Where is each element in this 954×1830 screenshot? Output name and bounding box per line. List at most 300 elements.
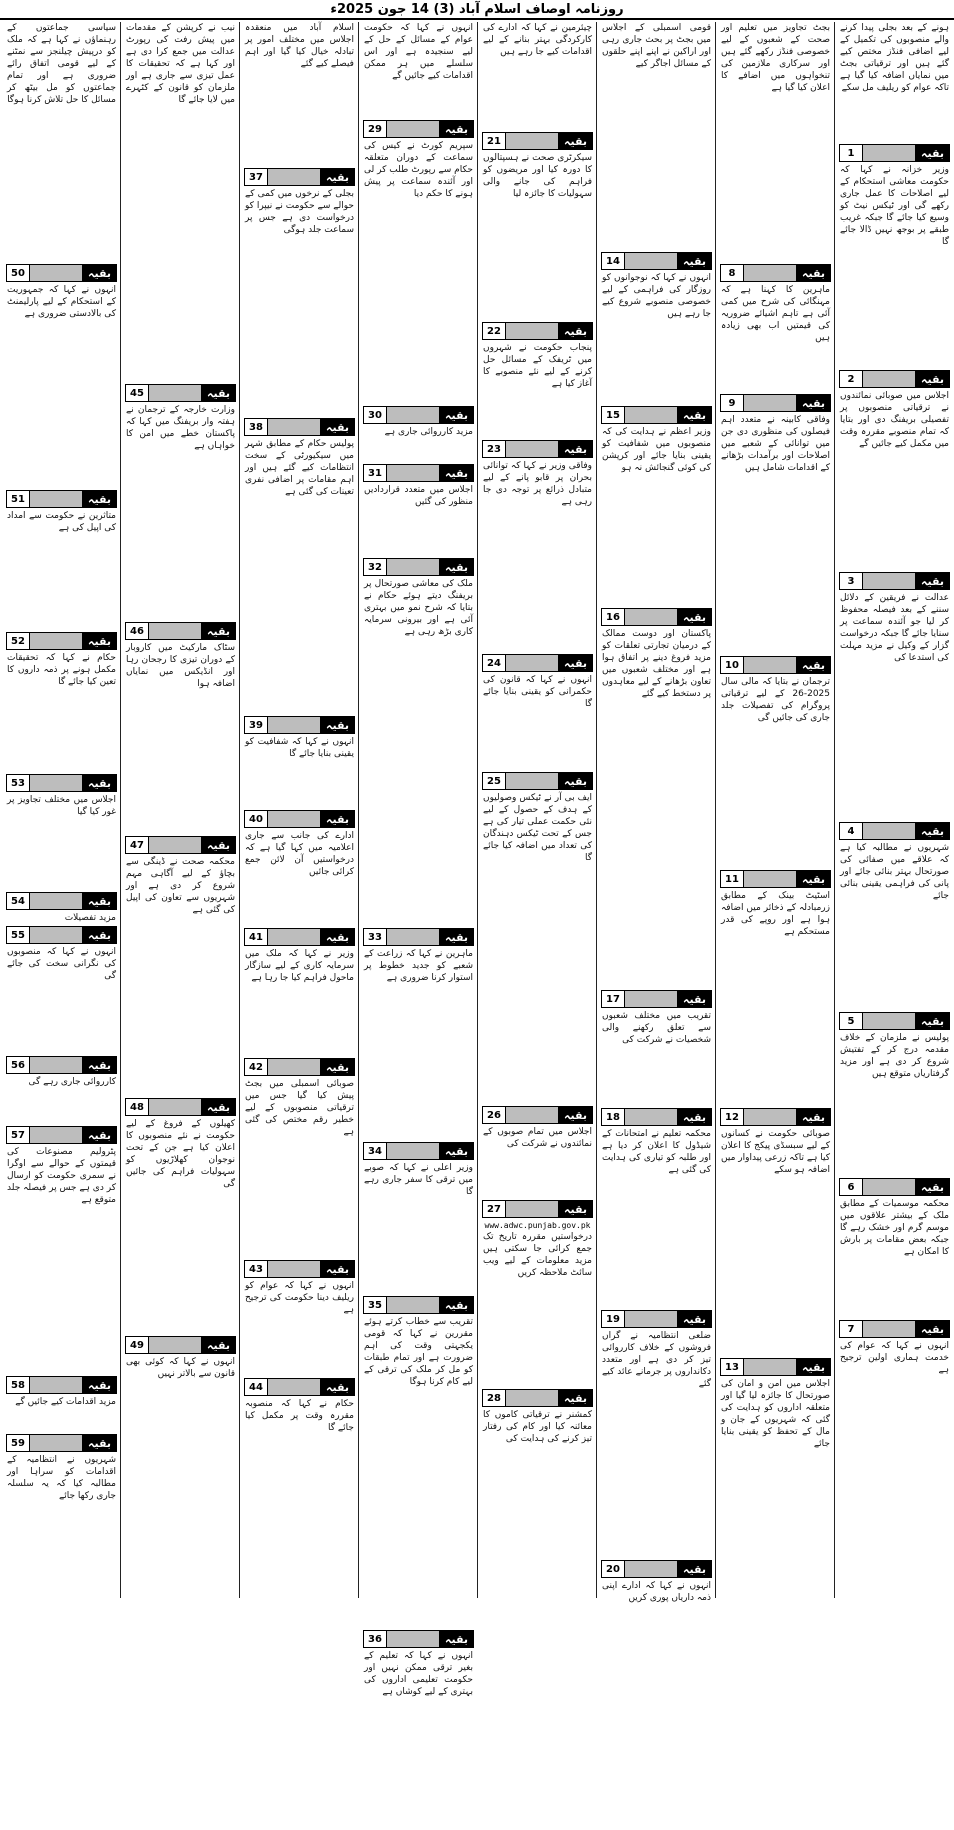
kicker-number: 42	[245, 1059, 267, 1075]
kicker-label: بقیہ	[83, 1057, 116, 1073]
kicker-shade-bar	[148, 623, 202, 639]
continuation-kicker	[601, 990, 712, 1008]
kicker-shade-bar	[148, 1099, 202, 1115]
kicker-label: بقیہ	[916, 1179, 949, 1195]
article-text: صوبائی حکومت نے کسانوں کے لیے سبسڈی پیکج کا اعلان کیا ہے تاکہ زرعی پیداوار میں اضافہ ہو سکے	[721, 1129, 830, 1175]
kicker-shade-bar	[862, 1179, 916, 1195]
article-text: سٹاک مارکیٹ میں کاروبار کے دوران تیزی کا رجحان رہا اور انڈیکس میں نمایاں اضافہ ہوا	[126, 643, 235, 689]
kicker-label: بقیہ	[321, 929, 354, 945]
article-text: سپریم کورٹ نے کیس کی سماعت کے دوران متعلقہ حکام سے رپورٹ طلب کر لی اور آئندہ سماعت پر پیش ہونے کا حکم دیا	[364, 141, 473, 199]
kicker-shade-bar	[505, 1201, 559, 1217]
kicker-number: 53	[7, 775, 29, 791]
article-text: کارروائی جاری رہے گی	[28, 1077, 116, 1087]
kicker-label: بقیہ	[440, 1631, 473, 1647]
continuation-kicker	[6, 926, 117, 944]
kicker-label: بقیہ	[559, 323, 592, 339]
article-text: وزیر اعلی نے کہا کہ صوبے میں ترقی کا سفر جاری رہے گا	[364, 1163, 473, 1197]
article-text: شہریوں نے مطالبہ کیا ہے کہ علاقے میں صفائی کی صورتحال بہتر بنائی جائے اور پانی کی فراہمی یقینی بنائی جائے	[840, 843, 949, 901]
kicker-shade-bar	[148, 385, 202, 401]
kicker-shade-bar	[743, 395, 797, 411]
kicker-number: 5	[840, 1013, 862, 1029]
continuation-kicker	[363, 1296, 474, 1314]
kicker-shade-bar	[29, 491, 83, 507]
kicker-label: بقیہ	[678, 1311, 711, 1327]
kicker-shade-bar	[267, 169, 321, 185]
kicker-number: 21	[483, 133, 505, 149]
kicker-label: بقیہ	[321, 717, 354, 733]
kicker-number: 11	[721, 871, 743, 887]
news-column	[123, 22, 238, 1598]
kicker-label: بقیہ	[321, 169, 354, 185]
kicker-label: بقیہ	[83, 633, 116, 649]
continuation-kicker	[244, 1378, 355, 1396]
continuation-kicker	[601, 252, 712, 270]
kicker-number: 25	[483, 773, 505, 789]
column-rule	[239, 22, 240, 1598]
article-text: نیب نے کرپشن کے مقدمات میں پیش رفت کی رپورٹ عدالت میں جمع کرا دی ہے اور کہا ہے کہ تحقیقات کا عمل تیزی سے جاری ہے اور ملزمان کو قانون کے کٹہرے میں لایا جائے گا	[126, 23, 235, 105]
kicker-label: بقیہ	[916, 145, 949, 161]
kicker-label: بقیہ	[83, 1435, 116, 1451]
continuation-kicker	[6, 1434, 117, 1452]
continuation-kicker	[482, 654, 593, 672]
kicker-shade-bar	[386, 121, 440, 137]
continuation-kicker	[6, 1056, 117, 1074]
article-text: انہوں نے کہا کہ قانون کی حکمرانی کو یقینی بنایا جائے گا	[483, 675, 592, 709]
kicker-shade-bar	[29, 1435, 83, 1451]
article-text: اجلاس میں مختلف تجاویز پر غور کیا گیا	[7, 795, 116, 817]
news-column	[361, 22, 476, 1697]
kicker-number: 36	[364, 1631, 386, 1647]
kicker-shade-bar	[624, 407, 678, 423]
continuation-kicker	[244, 1260, 355, 1278]
kicker-shade-bar	[505, 1107, 559, 1123]
article-text: وزیر نے کہا کہ ملک میں سرمایہ کاری کے لیے سازگار ماحول فراہم کیا جا رہا ہے	[245, 949, 354, 983]
continuation-kicker	[601, 608, 712, 626]
kicker-number: 50	[7, 265, 29, 281]
kicker-number: 19	[602, 1311, 624, 1327]
continuation-kicker	[244, 418, 355, 436]
article-text: وفاقی کابینہ نے متعدد اہم فیصلوں کی منظوری دی جن میں توانائی کے شعبے میں اصلاحات اور برآمدات بڑھانے کے اقدامات شامل ہیں	[721, 415, 830, 473]
article-text: وزیر خزانہ نے کہا کہ حکومت معاشی استحکام کے لیے اصلاحات کا عمل جاری رکھے گی اور ٹیکس نیٹ کو وسیع کیا جائے گا جبکہ غریب طبقے پر بوجھ نہیں ڈالا جائے گا	[840, 165, 949, 247]
article-text: کھیلوں کے فروغ کے لیے حکومت نے نئے منصوبوں کا اعلان کیا ہے جن کے تحت نوجوان کھلاڑیوں کو سہولیات فراہم کی جائیں گی	[126, 1119, 235, 1189]
article-text: عدالت نے فریقین کے دلائل سننے کے بعد فیصلہ محفوظ کر لیا جو آئندہ سماعت پر سنایا جائے گا جبکہ درخواست گزار کے وکیل نے مزید مہلت کی استدعا کی	[840, 593, 949, 663]
kicker-number: 29	[364, 121, 386, 137]
continuation-kicker	[482, 1200, 593, 1218]
kicker-label: بقیہ	[916, 573, 949, 589]
continuation-kicker	[482, 132, 593, 150]
kicker-label: بقیہ	[202, 1337, 235, 1353]
kicker-number: 16	[602, 609, 624, 625]
kicker-number: 2	[840, 371, 862, 387]
kicker-shade-bar	[29, 1057, 83, 1073]
kicker-shade-bar	[386, 559, 440, 575]
kicker-label: بقیہ	[440, 929, 473, 945]
kicker-shade-bar	[862, 1321, 916, 1337]
kicker-shade-bar	[743, 657, 797, 673]
article-text: چیئرمین نے کہا کہ ادارے کی کارکردگی بہتر بنانے کے لیے اقدامات کیے جا رہے ہیں	[483, 23, 592, 57]
article-text: محکمہ تعلیم نے امتحانات کے شیڈول کا اعلان کر دیا ہے اور طلبہ کو تیاری کی ہدایت کی گئی ہے	[602, 1129, 711, 1175]
kicker-label: بقیہ	[559, 133, 592, 149]
kicker-label: بقیہ	[559, 773, 592, 789]
kicker-number: 31	[364, 465, 386, 481]
kicker-label: بقیہ	[202, 837, 235, 853]
article-text: ملک کی معاشی صورتحال پر بریفنگ دیتے ہوئے حکام نے بتایا کہ شرح نمو میں بہتری آئی ہے اور بیرونی سرمایہ کاری بڑھ رہی ہے	[364, 579, 473, 637]
kicker-shade-bar	[862, 823, 916, 839]
kicker-shade-bar	[29, 927, 83, 943]
continuation-kicker	[6, 632, 117, 650]
continuation-kicker	[244, 928, 355, 946]
kicker-label: بقیہ	[559, 1107, 592, 1123]
article-text: مزید اقدامات کیے جائیں گے	[15, 1397, 116, 1407]
continuation-kicker	[363, 464, 474, 482]
continuation-kicker	[720, 1108, 831, 1126]
continuation-kicker	[839, 822, 950, 840]
article-text: وفاقی وزیر نے کہا کہ توانائی بحران پر قابو پانے کے لیے متبادل ذرائع پر توجہ دی جا رہی ہے	[483, 461, 592, 507]
article-text: پولیس حکام کے مطابق شہر میں سیکیورٹی کے سخت انتظامات کیے گئے ہیں اور اہم مقامات پر اضافی نفری تعینات کی گئی ہے	[245, 439, 354, 497]
kicker-number: 43	[245, 1261, 267, 1277]
continuation-kicker	[839, 1012, 950, 1030]
continuation-kicker	[125, 384, 236, 402]
article-text: انہوں نے کہا کہ عوام کی خدمت ہماری اولین ترجیح ہے	[840, 1341, 949, 1375]
kicker-label: بقیہ	[797, 265, 830, 281]
kicker-number: 57	[7, 1127, 29, 1143]
article-text: اسلام آباد میں منعقدہ اجلاس میں مختلف امور پر تبادلہ خیال کیا گیا اور اہم فیصلے کیے گئے	[245, 23, 354, 69]
kicker-number: 8	[721, 265, 743, 281]
kicker-label: بقیہ	[83, 491, 116, 507]
news-column	[599, 22, 714, 1603]
kicker-shade-bar	[505, 323, 559, 339]
article-text: ایف بی آر نے ٹیکس وصولیوں کے ہدف کے حصول کے لیے نئی حکمت عملی تیار کی ہے جس کے تحت ٹیکس دہندگان کی تعداد میں اضافہ کیا جائے گا	[483, 793, 592, 863]
kicker-shade-bar	[505, 773, 559, 789]
article-text: پٹرولیم مصنوعات کی قیمتوں کے حوالے سے اوگرا نے سمری حکومت کو ارسال کر دی ہے جس پر فیصلہ جلد متوقع ہے	[7, 1147, 116, 1205]
kicker-label: بقیہ	[202, 623, 235, 639]
kicker-number: 7	[840, 1321, 862, 1337]
kicker-label: بقیہ	[440, 1143, 473, 1159]
kicker-number: 27	[483, 1201, 505, 1217]
kicker-shade-bar	[505, 655, 559, 671]
kicker-number: 45	[126, 385, 148, 401]
continuation-kicker	[125, 622, 236, 640]
kicker-number: 32	[364, 559, 386, 575]
kicker-number: 23	[483, 441, 505, 457]
article-text: انہوں نے کہا کہ حکومت عوام کے مسائل کے حل کے لیے سنجیدہ ہے اور اس سلسلے میں ہر ممکن اقدامات کیے جائیں گے	[364, 23, 473, 81]
article-text: انہوں نے کہا کہ نوجوانوں کو روزگار کی فراہمی کے لیے خصوصی منصوبے شروع کیے جا رہے ہیں	[602, 273, 711, 319]
kicker-label: بقیہ	[321, 1059, 354, 1075]
kicker-shade-bar	[624, 991, 678, 1007]
kicker-label: بقیہ	[83, 927, 116, 943]
article-text: محکمہ صحت نے ڈینگی سے بچاؤ کے لیے آگاہی مہم شروع کر دی ہے اور شہریوں سے تعاون کی اپیل کی گئی ہے	[126, 857, 235, 915]
continuation-kicker	[6, 1376, 117, 1394]
column-rule	[358, 22, 359, 1598]
article-text: پولیس نے ملزمان کے خلاف مقدمہ درج کر کے تفتیش شروع کر دی ہے اور مزید گرفتاریاں متوقع ہیں	[840, 1033, 949, 1079]
continuation-kicker	[6, 264, 117, 282]
kicker-label: بقیہ	[559, 1201, 592, 1217]
article-text: محکمہ موسمیات کے مطابق ملک کے بیشتر علاقوں میں موسم گرم اور خشک رہے گا جبکہ بعض مقامات پر بارش کا امکان ہے	[840, 1199, 949, 1257]
continuation-kicker	[839, 144, 950, 162]
article-text: بجٹ تجاویز میں تعلیم اور صحت کے شعبوں کے لیے خصوصی فنڈز رکھے گئے ہیں اور سرکاری ملازمین کی تنخواہوں میں اضافے کا اعلان کیا گیا ہے	[721, 23, 830, 93]
article-text: اجلاس میں صوبائی نمائندوں نے ترقیاتی منصوبوں پر تفصیلی بریفنگ دی اور بتایا کہ تمام منصوبے مقررہ وقت میں مکمل کیے جائیں گے	[840, 391, 949, 449]
kicker-label: بقیہ	[202, 385, 235, 401]
kicker-label: بقیہ	[797, 395, 830, 411]
kicker-shade-bar	[862, 573, 916, 589]
kicker-number: 46	[126, 623, 148, 639]
kicker-number: 15	[602, 407, 624, 423]
kicker-shade-bar	[148, 1337, 202, 1353]
kicker-number: 39	[245, 717, 267, 733]
column-rule	[120, 22, 121, 1598]
kicker-label: بقیہ	[678, 1561, 711, 1577]
kicker-shade-bar	[29, 775, 83, 791]
kicker-number: 51	[7, 491, 29, 507]
article-text: مزید کارروائی جاری ہے	[384, 427, 473, 437]
continuation-kicker	[601, 1310, 712, 1328]
continuation-kicker	[244, 1058, 355, 1076]
article-text: انہوں نے کہا کہ کوئی بھی قانون سے بالاتر نہیں	[126, 1357, 235, 1379]
continuation-kicker	[125, 836, 236, 854]
article-text: مزید تفصیلات	[64, 913, 116, 923]
kicker-label: بقیہ	[797, 657, 830, 673]
masthead	[0, 0, 954, 20]
kicker-label: بقیہ	[83, 775, 116, 791]
kicker-number: 59	[7, 1435, 29, 1451]
kicker-label: بقیہ	[83, 1377, 116, 1393]
continuation-kicker	[839, 572, 950, 590]
news-column	[480, 22, 595, 1598]
kicker-shade-bar	[386, 929, 440, 945]
kicker-number: 33	[364, 929, 386, 945]
kicker-shade-bar	[267, 1379, 321, 1395]
kicker-shade-bar	[505, 1390, 559, 1406]
kicker-shade-bar	[267, 1059, 321, 1075]
continuation-kicker	[839, 1178, 950, 1196]
continuation-kicker	[6, 1126, 117, 1144]
kicker-number: 3	[840, 573, 862, 589]
article-text: وزیر اعظم نے ہدایت کی کہ منصوبوں میں شفافیت کو یقینی بنایا جائے اور کرپشن کی کوئی گنجائش نہ ہو	[602, 427, 711, 473]
kicker-label: بقیہ	[559, 655, 592, 671]
continuation-kicker	[601, 406, 712, 424]
continuation-kicker	[601, 1108, 712, 1126]
kicker-number: 58	[7, 1377, 29, 1393]
article-text: انہوں نے کہا کہ تعلیم کے بغیر ترقی ممکن نہیں اور حکومت تعلیمی اداروں کی بہتری کے لیے کوشاں ہے	[364, 1651, 473, 1697]
kicker-label: بقیہ	[321, 1379, 354, 1395]
kicker-number: 10	[721, 657, 743, 673]
continuation-kicker	[720, 656, 831, 674]
kicker-shade-bar	[386, 1297, 440, 1313]
kicker-shade-bar	[267, 1261, 321, 1277]
kicker-shade-bar	[624, 1109, 678, 1125]
kicker-number: 37	[245, 169, 267, 185]
article-text: تقریب میں مختلف شعبوں سے تعلق رکھنے والی شخصیات نے شرکت کی	[602, 1011, 711, 1045]
kicker-label: بقیہ	[440, 1297, 473, 1313]
kicker-shade-bar	[624, 1561, 678, 1577]
continuation-kicker	[482, 440, 593, 458]
kicker-number: 49	[126, 1337, 148, 1353]
kicker-label: بقیہ	[321, 419, 354, 435]
kicker-shade-bar	[743, 1359, 797, 1375]
kicker-number: 12	[721, 1109, 743, 1125]
continuation-kicker	[482, 772, 593, 790]
column-rule	[715, 22, 716, 1598]
kicker-label: بقیہ	[440, 559, 473, 575]
kicker-number: 6	[840, 1179, 862, 1195]
kicker-label: بقیہ	[916, 1321, 949, 1337]
kicker-number: 44	[245, 1379, 267, 1395]
kicker-shade-bar	[624, 609, 678, 625]
kicker-shade-bar	[505, 133, 559, 149]
continuation-kicker	[125, 1336, 236, 1354]
kicker-number: 26	[483, 1107, 505, 1123]
kicker-label: بقیہ	[83, 265, 116, 281]
kicker-label: بقیہ	[321, 1261, 354, 1277]
kicker-shade-bar	[862, 145, 916, 161]
kicker-number: 52	[7, 633, 29, 649]
kicker-shade-bar	[386, 465, 440, 481]
kicker-number: 1	[840, 145, 862, 161]
article-text: ماہرین کا کہنا ہے کہ مہنگائی کی شرح میں کمی آئی ہے تاہم اشیائے ضروریہ کی قیمتیں اب بھی زیادہ ہیں	[721, 285, 830, 343]
kicker-label: بقیہ	[440, 407, 473, 423]
kicker-number: 55	[7, 927, 29, 943]
kicker-number: 34	[364, 1143, 386, 1159]
article-text: اجلاس میں امن و امان کی صورتحال کا جائزہ لیا گیا اور متعلقہ اداروں کو ہدایت کی گئی کہ شہریوں کے جان و مال کے تحفظ کو یقینی بنایا جائے	[721, 1379, 830, 1449]
kicker-number: 48	[126, 1099, 148, 1115]
kicker-shade-bar	[624, 1311, 678, 1327]
kicker-shade-bar	[29, 633, 83, 649]
kicker-shade-bar	[862, 371, 916, 387]
kicker-label: بقیہ	[440, 465, 473, 481]
kicker-shade-bar	[29, 1127, 83, 1143]
news-column	[718, 22, 833, 1598]
kicker-label: بقیہ	[797, 1109, 830, 1125]
continuation-kicker	[244, 716, 355, 734]
kicker-label: بقیہ	[321, 811, 354, 827]
kicker-label: بقیہ	[797, 871, 830, 887]
article-text: قومی اسمبلی کے اجلاس میں بجٹ پر بحث جاری رہی اور اراکین نے اپنے اپنے حلقوں کے مسائل اجاگر کیے	[602, 23, 711, 69]
kicker-label: بقیہ	[678, 253, 711, 269]
article-text: سیکرٹری صحت نے ہسپتالوں کا دورہ کیا اور مریضوں کو فراہم کی جانے والی سہولیات کا جائزہ لیا	[483, 153, 592, 199]
continuation-kicker	[363, 558, 474, 576]
kicker-number: 56	[7, 1057, 29, 1073]
kicker-number: 22	[483, 323, 505, 339]
article-text: ضلعی انتظامیہ نے گراں فروشوں کے خلاف کارروائی تیز کر دی ہے اور متعدد دکانداروں پر جرمانے عائد کیے گئے	[602, 1331, 711, 1389]
article-text: اسٹیٹ بینک کے مطابق زرمبادلہ کے ذخائر میں اضافہ ہوا ہے اور روپے کی قدر مستحکم ہے	[721, 891, 830, 937]
article-text: شہریوں نے انتظامیہ کے اقدامات کو سراہا اور مطالبہ کیا کہ یہ سلسلہ جاری رکھا جائے	[7, 1455, 116, 1501]
kicker-shade-bar	[267, 811, 321, 827]
kicker-number: 13	[721, 1359, 743, 1375]
kicker-label: بقیہ	[559, 1390, 592, 1406]
kicker-shade-bar	[386, 407, 440, 423]
kicker-label: بقیہ	[916, 371, 949, 387]
kicker-label: بقیہ	[916, 1013, 949, 1029]
kicker-shade-bar	[624, 253, 678, 269]
kicker-number: 41	[245, 929, 267, 945]
kicker-label: بقیہ	[678, 1109, 711, 1125]
website-url: www.adwc.punjab.gov.pk	[484, 1221, 591, 1230]
continuation-kicker	[720, 1358, 831, 1376]
article-text: صوبائی اسمبلی میں بجٹ پیش کیا گیا جس میں ترقیاتی منصوبوں کے لیے خطیر رقم مختص کی گئی ہے	[245, 1079, 354, 1137]
article-text: اجلاس میں تمام صوبوں کے نمائندوں نے شرکت کی	[483, 1127, 592, 1149]
article-text: کمشنر نے ترقیاتی کاموں کا معائنہ کیا اور کام کی رفتار تیز کرنے کی ہدایت کی	[483, 1410, 592, 1444]
kicker-shade-bar	[267, 717, 321, 733]
continuation-kicker	[601, 1560, 712, 1578]
kicker-shade-bar	[386, 1143, 440, 1159]
article-text: درخواستیں مقررہ تاریخ تک جمع کرائی جا سکتی ہیں مزید معلومات کے لیے ویب سائٹ ملاحظہ کریں	[483, 1232, 592, 1278]
article-text: انہوں نے کہا کہ ادارے اپنی ذمہ داریاں پوری کریں	[602, 1581, 711, 1603]
columns-area	[0, 22, 954, 1697]
kicker-number: 9	[721, 395, 743, 411]
continuation-kicker	[720, 394, 831, 412]
continuation-kicker	[839, 370, 950, 388]
masthead-title: روزنامہ اوصاف اسلام آباد (3) 14 جون 2025ء	[330, 1, 624, 17]
continuation-kicker	[244, 810, 355, 828]
kicker-number: 35	[364, 1297, 386, 1313]
article-text: حکام نے کہا کہ منصوبہ مقررہ وقت پر مکمل کیا جائے گا	[245, 1399, 354, 1433]
continuation-kicker	[482, 1389, 593, 1407]
continuation-kicker	[6, 490, 117, 508]
continuation-kicker	[6, 774, 117, 792]
kicker-number: 20	[602, 1561, 624, 1577]
article-text: ہونے کے بعد بجلی پیدا کرنے والے منصوبوں کی تکمیل کے لیے اضافی فنڈز مختص کیے گئے ہیں اور ترقیاتی بجٹ میں نمایاں اضافہ کیا گیا ہے تاکہ عوام کو ریلیف مل سکے	[840, 23, 949, 93]
kicker-number: 17	[602, 991, 624, 1007]
continuation-kicker	[363, 406, 474, 424]
continuation-kicker	[720, 870, 831, 888]
kicker-label: بقیہ	[559, 441, 592, 457]
article-text: تقریب سے خطاب کرتے ہوئے مقررین نے کہا کہ قومی یکجہتی وقت کی اہم ضرورت ہے اور تمام طبقات کو مل کر ملک کی ترقی کے لیے کام کرنا ہوگا	[364, 1317, 473, 1387]
column-rule	[477, 22, 478, 1598]
column-rule	[834, 22, 835, 1598]
kicker-label: بقیہ	[83, 893, 116, 909]
article-text: انہوں نے کہا کہ عوام کو ریلیف دینا حکومت کی ترجیح ہے	[245, 1281, 354, 1315]
article-text: ماہرین نے کہا کہ زراعت کے شعبے کو جدید خطوط پر استوار کرنا ضروری ہے	[364, 949, 473, 983]
continuation-kicker	[363, 1142, 474, 1160]
article-text: وزارت خارجہ کے ترجمان نے ہفتہ وار بریفنگ میں کہا کہ پاکستان خطے میں امن کا خواہاں ہے	[126, 405, 235, 451]
kicker-number: 14	[602, 253, 624, 269]
kicker-number: 28	[483, 1390, 505, 1406]
article-text: متاثرین نے حکومت سے امداد کی اپیل کی ہے	[7, 511, 116, 533]
continuation-kicker	[363, 928, 474, 946]
kicker-shade-bar	[743, 1109, 797, 1125]
continuation-kicker	[363, 120, 474, 138]
kicker-label: بقیہ	[797, 1359, 830, 1375]
kicker-shade-bar	[267, 929, 321, 945]
article-text: بجلی کے نرخوں میں کمی کے حوالے سے حکومت نے نیپرا کو درخواست دی ہے جس پر سماعت جلد ہوگی	[245, 189, 354, 235]
continuation-kicker	[482, 1106, 593, 1124]
kicker-shade-bar	[148, 837, 202, 853]
article-text: پنجاب حکومت نے شہروں میں ٹریفک کے مسائل حل کرنے کے لیے نئے منصوبے کا آغاز کیا ہے	[483, 343, 592, 389]
continuation-kicker	[839, 1320, 950, 1338]
kicker-number: 54	[7, 893, 29, 909]
kicker-number: 38	[245, 419, 267, 435]
kicker-shade-bar	[386, 1631, 440, 1647]
kicker-number: 24	[483, 655, 505, 671]
article-text: ادارے کی جانب سے جاری اعلامیہ میں کہا گیا ہے کہ درخواستیں آن لائن جمع کرائی جائیں	[245, 831, 354, 877]
kicker-label: بقیہ	[440, 121, 473, 137]
kicker-number: 18	[602, 1109, 624, 1125]
kicker-label: بقیہ	[678, 609, 711, 625]
kicker-shade-bar	[862, 1013, 916, 1029]
kicker-label: بقیہ	[83, 1127, 116, 1143]
kicker-label: بقیہ	[678, 991, 711, 1007]
article-text: انہوں نے کہا کہ منصوبوں کی نگرانی سخت کی جائے گی	[7, 947, 116, 981]
kicker-number: 4	[840, 823, 862, 839]
kicker-label: بقیہ	[202, 1099, 235, 1115]
kicker-label: بقیہ	[916, 823, 949, 839]
news-column	[242, 22, 357, 1598]
column-rule	[596, 22, 597, 1598]
continuation-kicker	[244, 168, 355, 186]
kicker-shade-bar	[29, 1377, 83, 1393]
kicker-shade-bar	[743, 265, 797, 281]
article-text: انہوں نے کہا کہ جمہوریت کے استحکام کے لیے پارلیمنٹ کی بالادستی ضروری ہے	[7, 285, 116, 319]
